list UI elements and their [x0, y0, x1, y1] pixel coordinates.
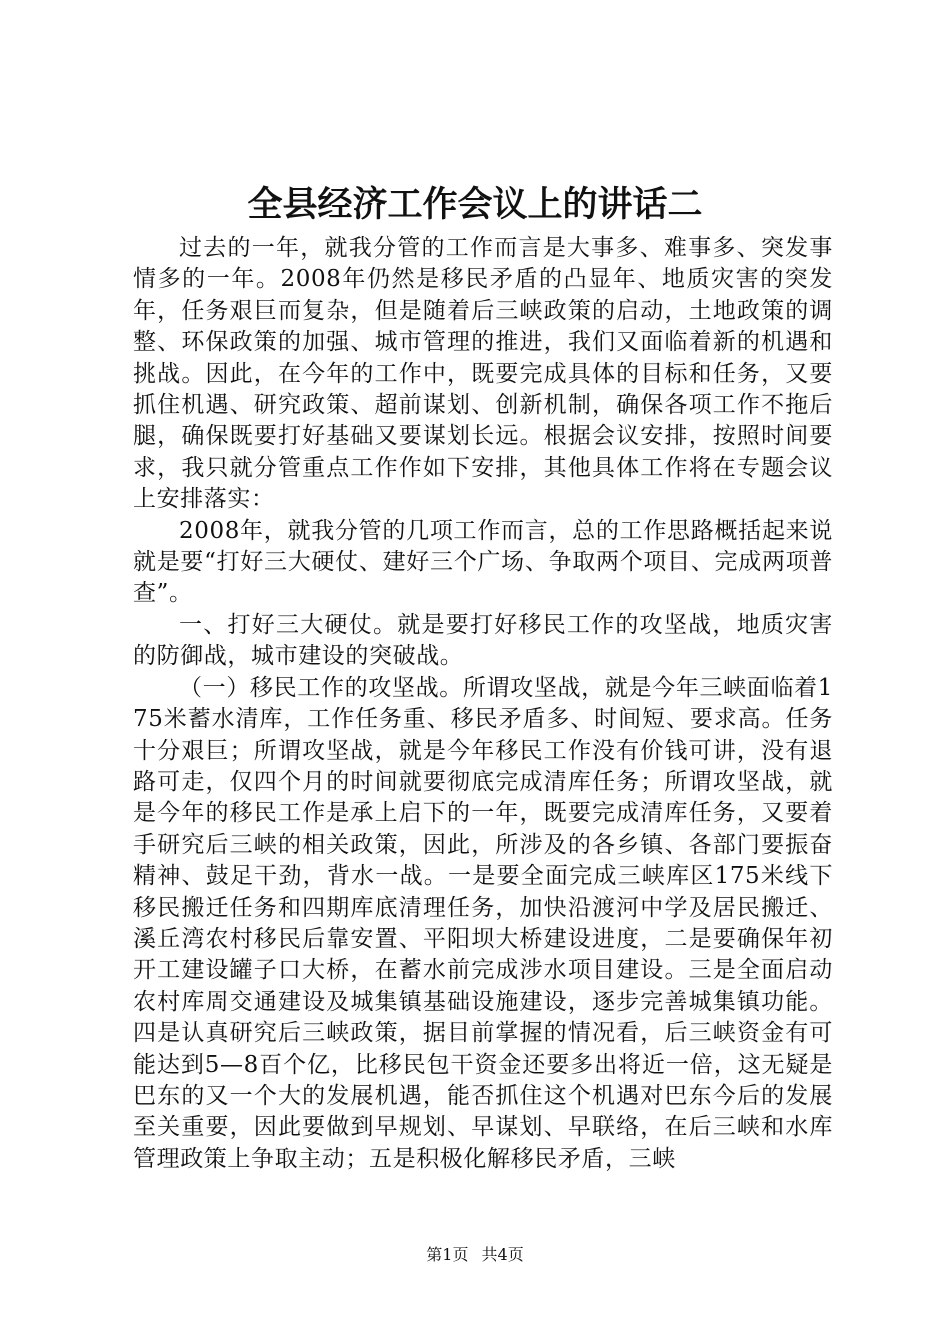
- page-number: 第1页: [426, 1245, 469, 1264]
- paragraph-intro: 过去的一年，就我分管的工作而言是大事多、难事多、突发事情多的一年。2008年仍然是移民矛盾的凸显年、地质灾害的突发年，任务艰巨而复杂，但是随着后三峡政策的启动，土地政策的调整、环保政策的加强、城市管理的推进，我们又面临着新的机遇和挑战。因此，在今年的工作中，既要完成具体的目标和任务，又要抓住机遇、研究政策、超前谋划、创新机制，确保各项工作不拖后腿，确保既要打好基础又要谋划长远。根据会议安排，按照时间要求，我只就分管重点工作作如下安排，其他具体工作将在专题会议上安排落实：: [133, 235, 833, 513]
- paragraph-overview: 2008年，就我分管的几项工作而言，总的工作思路概括起来说就是要“打好三大硬仗、建好三个广场、争取两个项目、完成两项普查”。: [133, 517, 833, 607]
- paragraph-section-1: 一、打好三大硬仗。就是要打好移民工作的攻坚战，地质灾害的防御战，城市建设的突破战。: [133, 611, 833, 670]
- document-body: [133, 233, 833, 1175]
- page-total: 共4页: [481, 1245, 524, 1264]
- document-title: 全县经济工作会议上的讲话二: [247, 184, 703, 225]
- paragraph-subsection-1: （一）移民工作的攻坚战。所谓攻坚战，就是今年三峡面临着175米蓄水清库，工作任务重、移民矛盾多、时间短、要求高。任务十分艰巨；所谓攻坚战，就是今年移民工作没有价钱可讲，没有退路可走，仅四个月的时间就要彻底完成清库任务；所谓攻坚战，就是今年的移民工作是承上启下的一年，既要完成清库任务，又要着手研究后三峡的相关政策，因此，所涉及的各乡镇、各部门要振奋精神、鼓足干劲，背水一战。一是要全面完成三峡库区175米线下移民搬迁任务和四期库底清理任务，加快沿渡河中学及居民搬迁、溪丘湾农村移民后靠安置、平阳坝大桥建设进度，二是要确保年初开工建设罐子口大桥，在蓄水前完成涉水项目建设。三是全面启动农村库周交通建设及城集镇基础设施建设，逐步完善城集镇功能。四是认真研究后三峡政策，据目前掌握的情况看，后三峡资金有可能达到5—8百个亿，比移民包干资金还要多出将近一倍，这无疑是巴东的又一个大的发展机遇，能否抓住这个机遇对巴东今后的发展至关重要，因此要做到早规划、早谋划、早联络，在后三峡和水库管理政策上争取主动；五是积极化解移民矛盾，三峡: [133, 674, 833, 1172]
- page-footer: [0, 1244, 950, 1266]
